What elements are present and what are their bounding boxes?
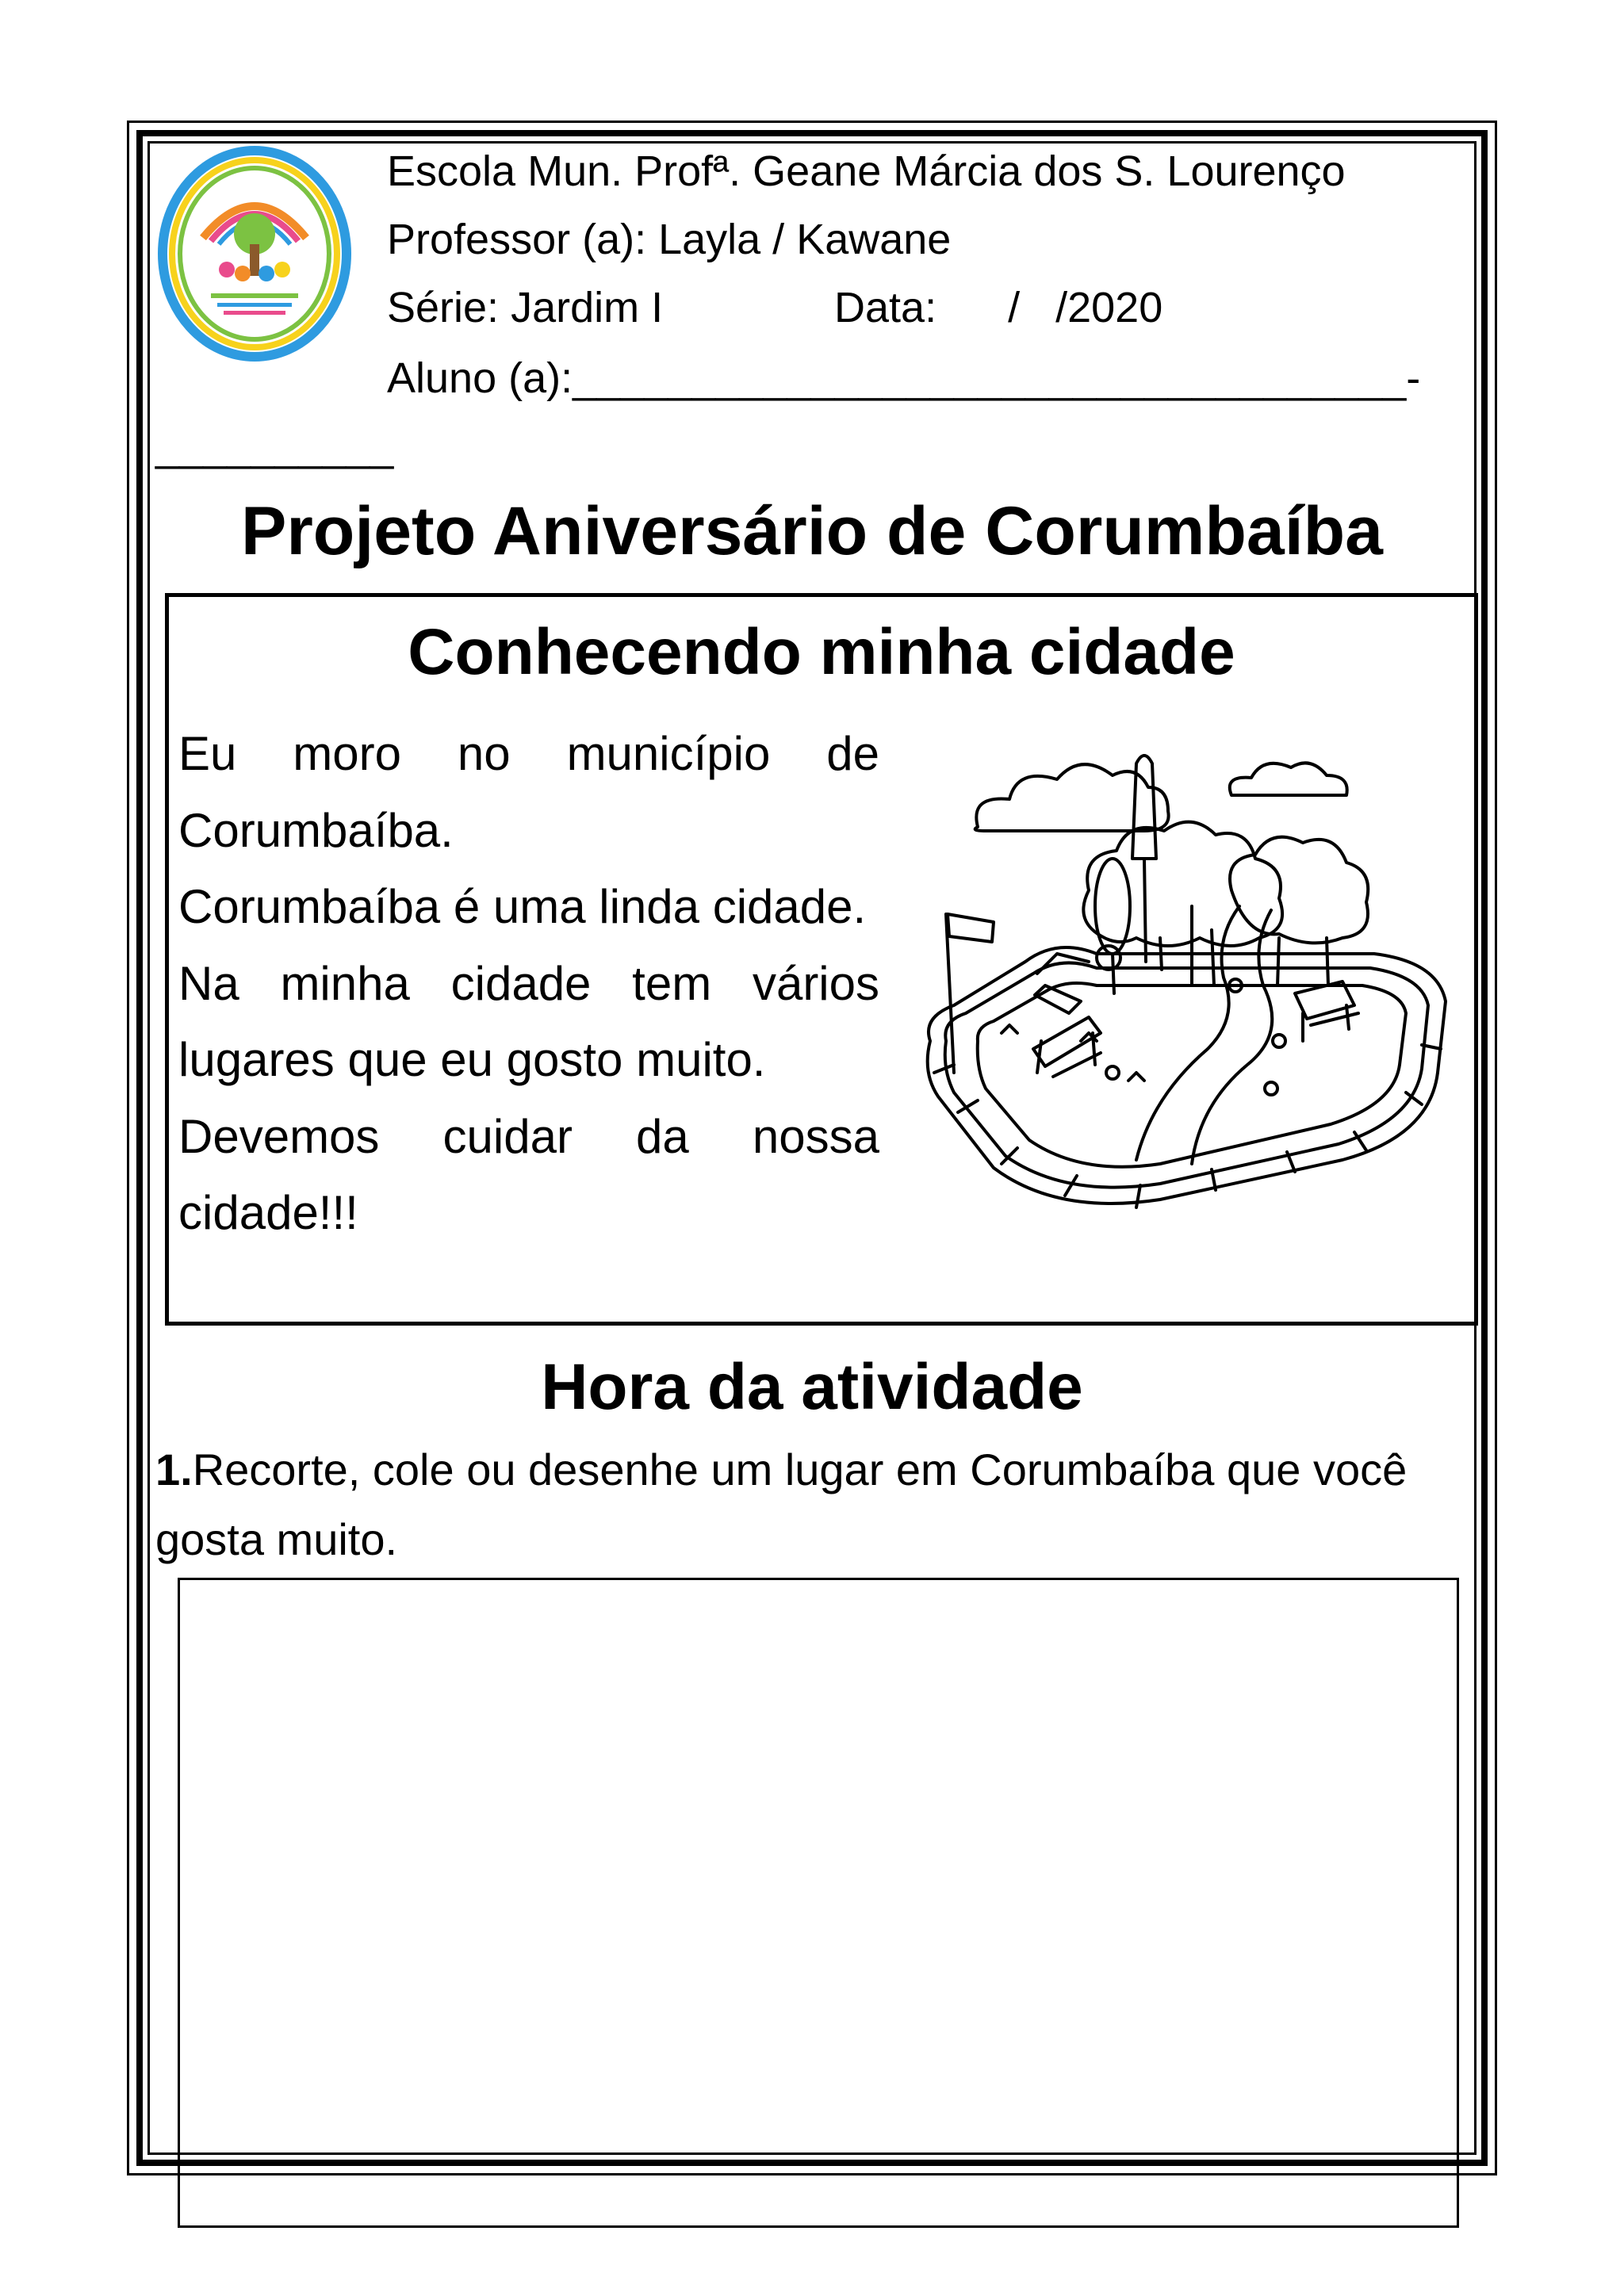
paragraph: Corumbaíba é uma linda cidade. — [178, 880, 867, 933]
answer-area[interactable] — [178, 1578, 1459, 2228]
activity-title: Hora da atividade — [541, 1351, 1083, 1423]
content-box — [165, 593, 1478, 1326]
paragraph: Eu moro no município de Corumbaíba. — [178, 727, 879, 857]
teacher-line: Professor (a): Layla / Kawane — [387, 216, 952, 263]
activity-number: 1. — [155, 1445, 193, 1494]
student-name-field[interactable]: Aluno (a):___________________________________- — [387, 354, 1421, 402]
main-title: Projeto Aniversário de Corumbaíba — [240, 493, 1384, 569]
school-logo-icon — [155, 143, 354, 365]
paragraph: Devemos cuidar da nossa cidade!!! — [178, 1109, 879, 1239]
section-text — [178, 716, 879, 1252]
section-title: Conhecendo minha cidade — [408, 616, 1235, 688]
student-name-field-cont[interactable]: __________ — [155, 423, 394, 470]
activity-text: Recorte, cole ou desenhe um lugar em Corumbaíba que você gosta muito. — [155, 1445, 1408, 1564]
activity-instruction — [155, 1435, 1472, 1575]
paragraph: Na minha cidade tem vários lugares que eu gosto muito. — [178, 956, 879, 1086]
series-line: Série: Jardim I — [387, 284, 664, 331]
park-coloring-icon — [898, 700, 1469, 1215]
date-line: Data: / /2020 — [834, 284, 1163, 331]
answer-area-bottom — [178, 2176, 1459, 2228]
school-name: Escola Mun. Profª. Geane Márcia dos S. Lourenço — [387, 147, 1346, 195]
